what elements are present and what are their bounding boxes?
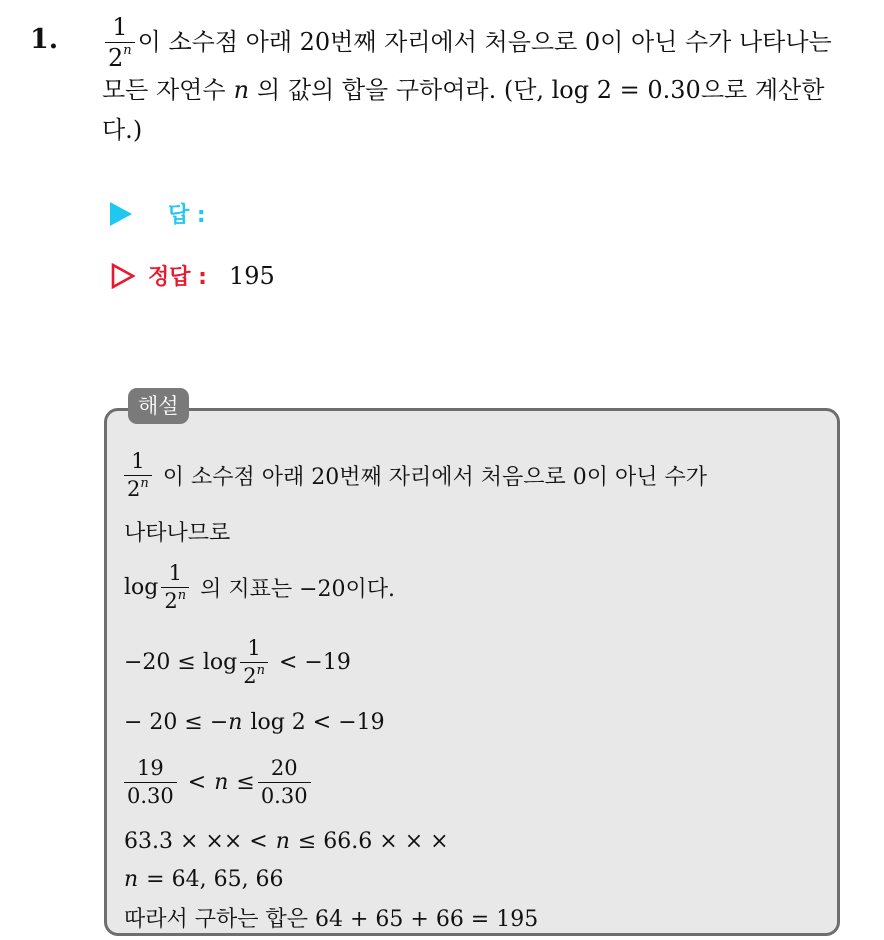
- question-line-1: [102, 14, 872, 70]
- solution-row-3: [124, 552, 824, 622]
- solution-row-1: [124, 440, 824, 510]
- solution-row-8: [124, 860, 824, 898]
- solution-row-5: [124, 702, 824, 742]
- outline-triangle-icon: [110, 263, 136, 289]
- question-line-3-text: 다.): [102, 116, 143, 144]
- correct-answer-label: 정답 :: [148, 265, 207, 290]
- question-line-2-a: 모든 자연수: [102, 76, 226, 104]
- question-number: 1.: [30, 24, 59, 55]
- question-line-3: [102, 110, 872, 150]
- question-line-2: [102, 70, 872, 110]
- fraction-exponent: n: [256, 662, 265, 678]
- variable-n: n: [214, 769, 229, 795]
- solution-row-7-a: 63.3 × ×× <: [124, 828, 268, 854]
- solution-body: [124, 440, 824, 936]
- solution-row-4: [124, 622, 824, 702]
- solution-row-4-post: < −19: [278, 649, 351, 675]
- log-label: log: [124, 574, 159, 600]
- less-equal-sign: ≤: [236, 769, 255, 795]
- fraction-numerator: 19: [137, 755, 164, 780]
- fraction-denominator: [124, 475, 152, 500]
- solution-row-7: [124, 822, 824, 860]
- solution-row-2: [124, 510, 824, 552]
- solution-row-5-a: − 20 ≤ −: [124, 709, 229, 735]
- fraction-numerator: 1: [247, 635, 261, 660]
- solution-row-5-b: log 2 < −19: [250, 709, 385, 735]
- fraction-exponent: n: [140, 475, 149, 491]
- solution-fraction-4: [240, 635, 268, 688]
- fraction-one-over-two-pow-n: [105, 12, 135, 72]
- variable-n: n: [233, 76, 250, 104]
- correct-answer-row: [110, 260, 275, 291]
- play-triangle-icon: [110, 202, 132, 226]
- fraction-exponent: n: [123, 42, 132, 58]
- fraction-base: 2: [108, 43, 124, 72]
- correct-answer-value: 195: [228, 261, 275, 290]
- question-line-2-b: 의 값의 합을 구하여라. (단, log 2 = 0.30으로 계산한: [257, 76, 825, 104]
- fraction-19-over-0-30: [124, 755, 177, 808]
- answer-label: 답 :: [168, 203, 206, 228]
- fraction-denominator: 0.30: [258, 782, 311, 807]
- solution-row-8-b: = 64, 65, 66: [146, 866, 284, 892]
- fraction-base: 2: [243, 663, 257, 688]
- solution-fraction-1: [124, 448, 152, 501]
- fraction-denominator: [240, 662, 268, 687]
- solution-row-7-b: ≤ 66.6 × × ×: [297, 828, 449, 854]
- variable-n: n: [124, 866, 139, 892]
- less-than-sign: <: [187, 769, 207, 795]
- solution-tag: 해설: [128, 388, 189, 424]
- solution-row-4-pre: −20 ≤ log: [124, 649, 238, 675]
- solution-row-2-text: 나타나므로: [124, 520, 231, 546]
- solution-fraction-3: [161, 560, 189, 613]
- solution-row-6: [124, 742, 824, 822]
- solution-row-1-text: 이 소수점 아래 20번째 자리에서 처음으로 0이 아닌 수가: [162, 464, 707, 490]
- solution-row-9: [124, 898, 824, 936]
- question-text: [102, 14, 872, 150]
- question-line-1-text: 이 소수점 아래 20번째 자리에서 처음으로 0이 아닌 수가 나타나는: [137, 28, 832, 56]
- solution-row-3-text: 의 지표는 −20이다.: [200, 576, 396, 602]
- fraction-numerator: 1: [168, 560, 182, 585]
- fraction-20-over-0-30: [258, 755, 311, 808]
- fraction-exponent: n: [177, 587, 187, 603]
- fraction-numerator: 20: [270, 755, 298, 780]
- fraction-base: 2: [127, 476, 141, 501]
- answer-row: [110, 198, 206, 229]
- fraction-numerator: 1: [112, 12, 128, 41]
- fraction-base: 2: [164, 588, 178, 613]
- fraction-denominator: 0.30: [124, 782, 177, 807]
- variable-n: n: [275, 828, 290, 854]
- variable-n: n: [228, 709, 243, 735]
- solution-row-9-text: 따라서 구하는 합은 64 + 65 + 66 = 195: [124, 906, 539, 932]
- fraction-denominator: [161, 587, 189, 612]
- fraction-denominator: [105, 42, 135, 70]
- fraction-numerator: 1: [131, 448, 145, 473]
